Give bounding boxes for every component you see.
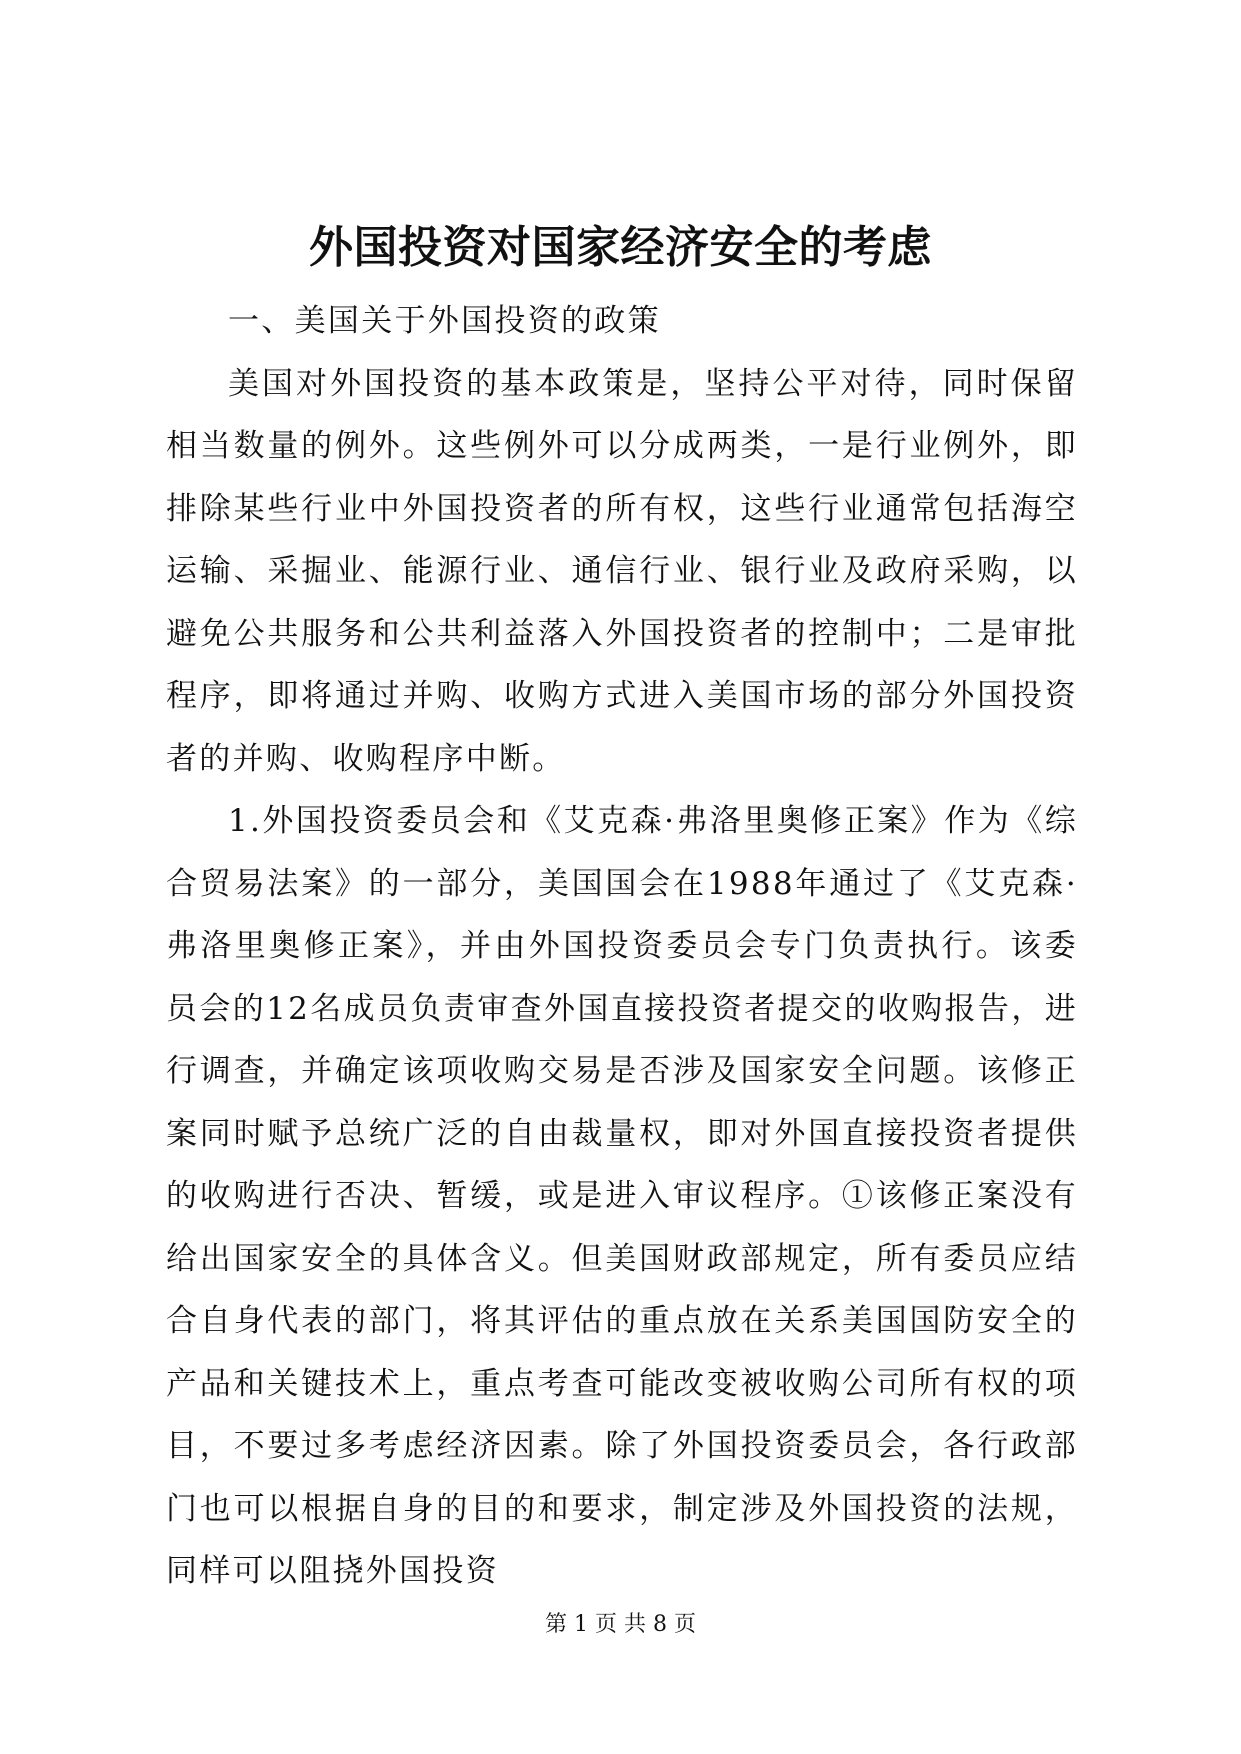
- document-body: [166, 290, 1078, 1603]
- paragraph-committee: 1.外国投资委员会和《艾克森·弗洛里奥修正案》作为《综合贸易法案》的一部分，美国国会在1988年通过了《艾克森·弗洛里奥修正案》，并由外国投资委员会专门负责执行。该委员会的12名成员负责审查外国直接投资者提交的收购报告，进行调查，并确定该项收购交易是否涉及国家安全问题。该修正案同时赋予总统广泛的自由裁量权，即对外国直接投资者提供的收购进行否决、暂缓，或是进入审议程序。①该修正案没有给出国家安全的具体含义。但美国财政部规定，所有委员应结合自身代表的部门，将其评估的重点放在关系美国国防安全的产品和关键技术上，重点考查可能改变被收购公司所有权的项目，不要过多考虑经济因素。除了外国投资委员会，各行政部门也可以根据自身的目的和要求，制定涉及外国投资的法规，同样可以阻挠外国投资: [166, 803, 1078, 1589]
- page-number: 第 1 页 共 8 页: [545, 1612, 696, 1637]
- document-title: 外国投资对国家经济安全的考虑: [309, 222, 932, 273]
- paragraph-policy: 美国对外国投资的基本政策是，坚持公平对待，同时保留相当数量的例外。这些例外可以分成两类，一是行业例外，即排除某些行业中外国投资者的所有权，这些行业通常包括海空运输、采掘业、能源行业、通信行业、银行业及政府采购，以避免公共服务和公共利益落入外国投资者的控制中；二是审批程序，即将通过并购、收购方式进入美国市场的部分外国投资者的并购、收购程序中断。: [166, 365, 1078, 777]
- section-heading: 一、美国关于外国投资的政策: [228, 303, 661, 339]
